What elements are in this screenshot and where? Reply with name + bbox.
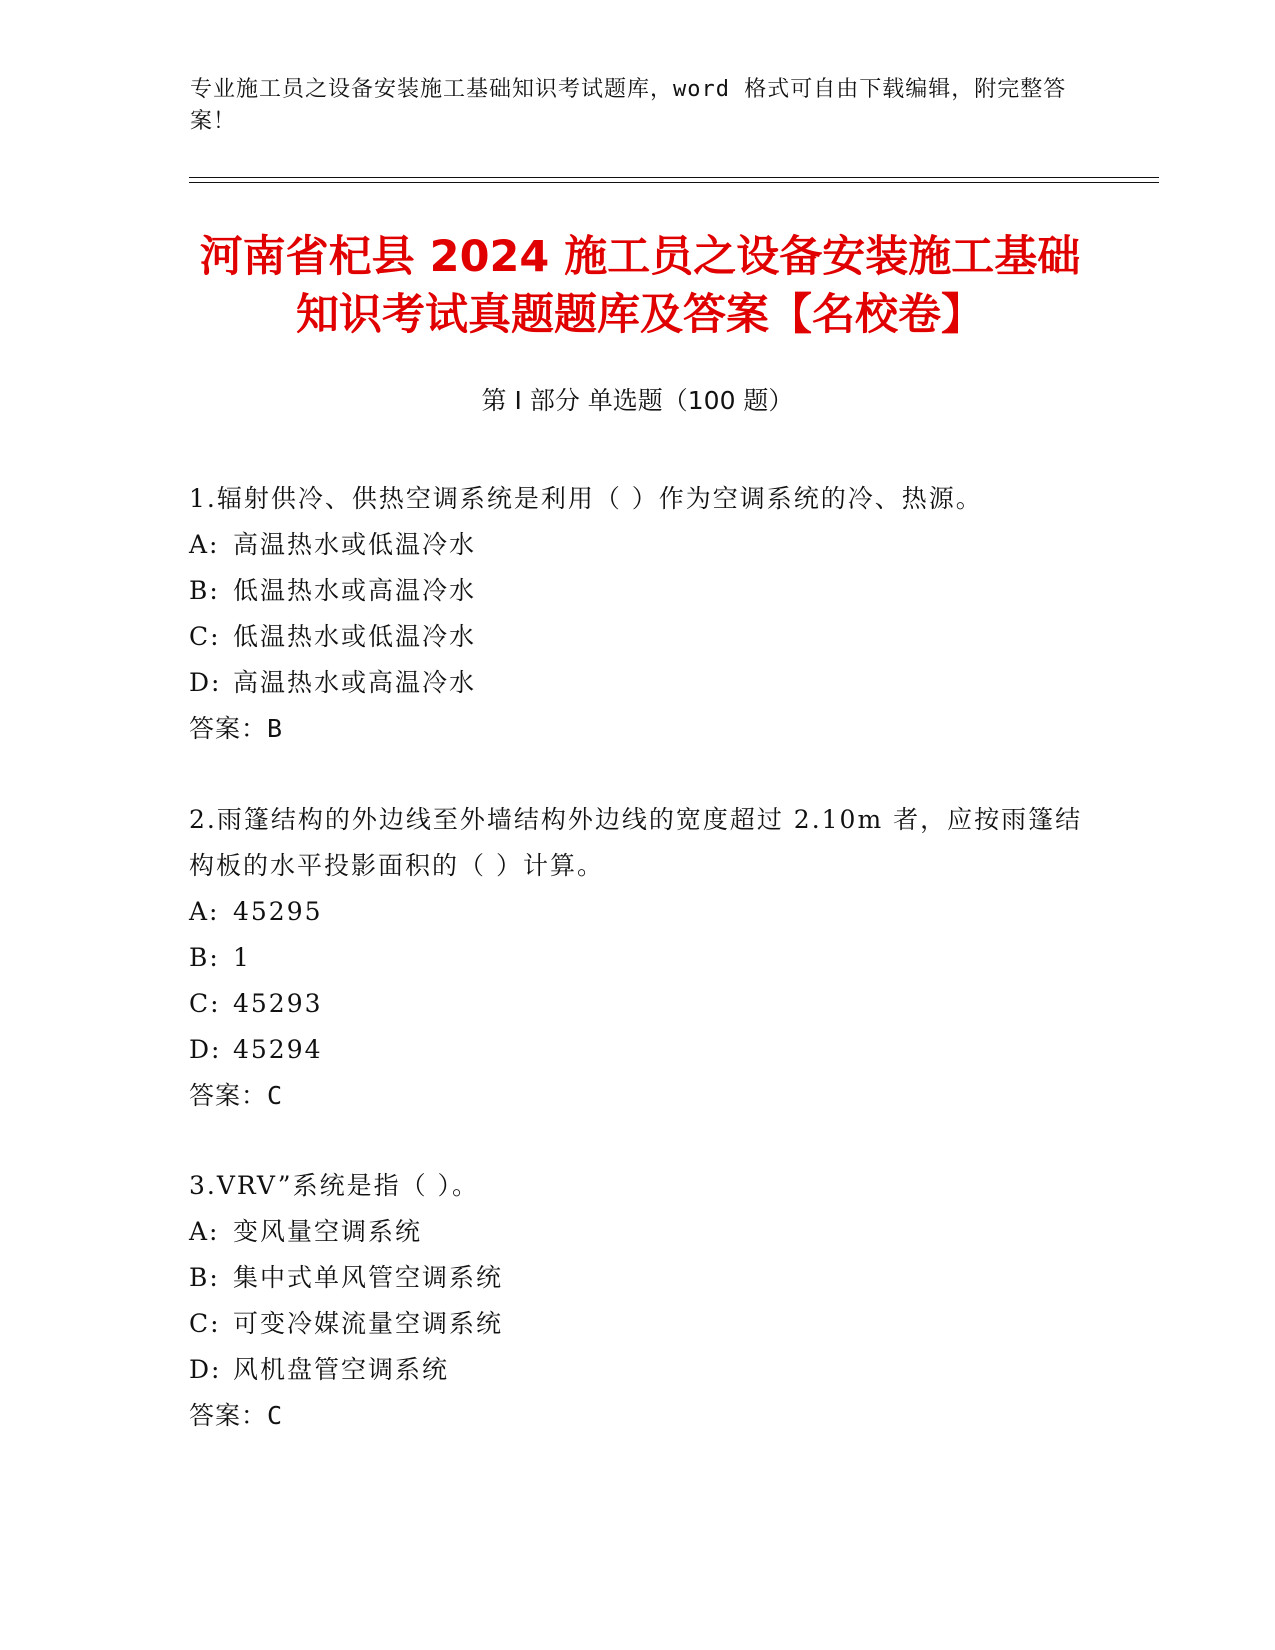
option-a: [189, 1209, 1089, 1255]
option-c: [189, 981, 1089, 1027]
option-letter: B:: [189, 1263, 220, 1292]
option-text: 风机盘管空调系统: [233, 1355, 450, 1384]
answer-line: 答案：B: [189, 714, 284, 743]
option-letter: C:: [189, 622, 221, 651]
option-text: 45295: [233, 897, 323, 926]
section-heading: 第 I 部分 单选题（100 题）: [481, 386, 794, 415]
option-d: [189, 1347, 1089, 1393]
option-c: [189, 1301, 1089, 1347]
option-a: [189, 889, 1089, 935]
answer-line: 答案：C: [189, 1081, 284, 1110]
option-letter: C:: [189, 989, 221, 1018]
option-b: [189, 1255, 1089, 1301]
option-d: [189, 660, 1089, 706]
question-text: 3.VRV”系统是指（ ）。: [189, 1171, 480, 1200]
question-text: 2.雨篷结构的外边线至外墙结构外边线的宽度超过 2.10m 者，应按雨篷结构板的水平投影面积的（ ）计算。: [189, 805, 1083, 880]
answer-line: 答案：C: [189, 1401, 284, 1430]
option-text: 1: [233, 943, 251, 972]
option-text: 高温热水或低温冷水: [233, 530, 477, 559]
option-letter: A:: [189, 530, 220, 559]
option-text: 可变冷媒流量空调系统: [233, 1309, 504, 1338]
option-text: 低温热水或高温冷水: [233, 576, 477, 605]
option-d: [189, 1027, 1089, 1073]
option-text: 45293: [233, 989, 323, 1018]
question-block: [189, 476, 1089, 752]
option-letter: D:: [189, 668, 222, 697]
document-title: 河南省杞县 2024 施工员之设备安装施工基础知识考试真题题库及答案【名校卷】: [199, 232, 1081, 340]
option-letter: D:: [189, 1035, 222, 1064]
option-letter: B:: [189, 576, 220, 605]
question-block: [189, 797, 1089, 1119]
option-text: 集中式单风管空调系统: [233, 1263, 504, 1292]
option-text: 高温热水或高温冷水: [233, 668, 477, 697]
option-letter: A:: [189, 1217, 220, 1246]
option-text: 变风量空调系统: [233, 1217, 423, 1246]
option-letter: B:: [189, 943, 220, 972]
header-divider-top: [189, 177, 1159, 178]
question-block: [189, 1163, 1089, 1439]
question-text: 1.辐射供冷、供热空调系统是利用（ ）作为空调系统的冷、热源。: [189, 484, 983, 513]
option-b: [189, 568, 1089, 614]
option-text: 45294: [233, 1035, 323, 1064]
option-text: 低温热水或低温冷水: [233, 622, 477, 651]
header-divider-bottom: [189, 182, 1159, 183]
option-a: [189, 522, 1089, 568]
option-letter: A:: [189, 897, 220, 926]
document-header-note: 专业施工员之设备安装施工基础知识考试题库，word 格式可自由下载编辑，附完整答案！: [190, 77, 1067, 134]
option-letter: D:: [189, 1355, 222, 1384]
option-b: [189, 935, 1089, 981]
option-c: [189, 614, 1089, 660]
option-letter: C:: [189, 1309, 221, 1338]
